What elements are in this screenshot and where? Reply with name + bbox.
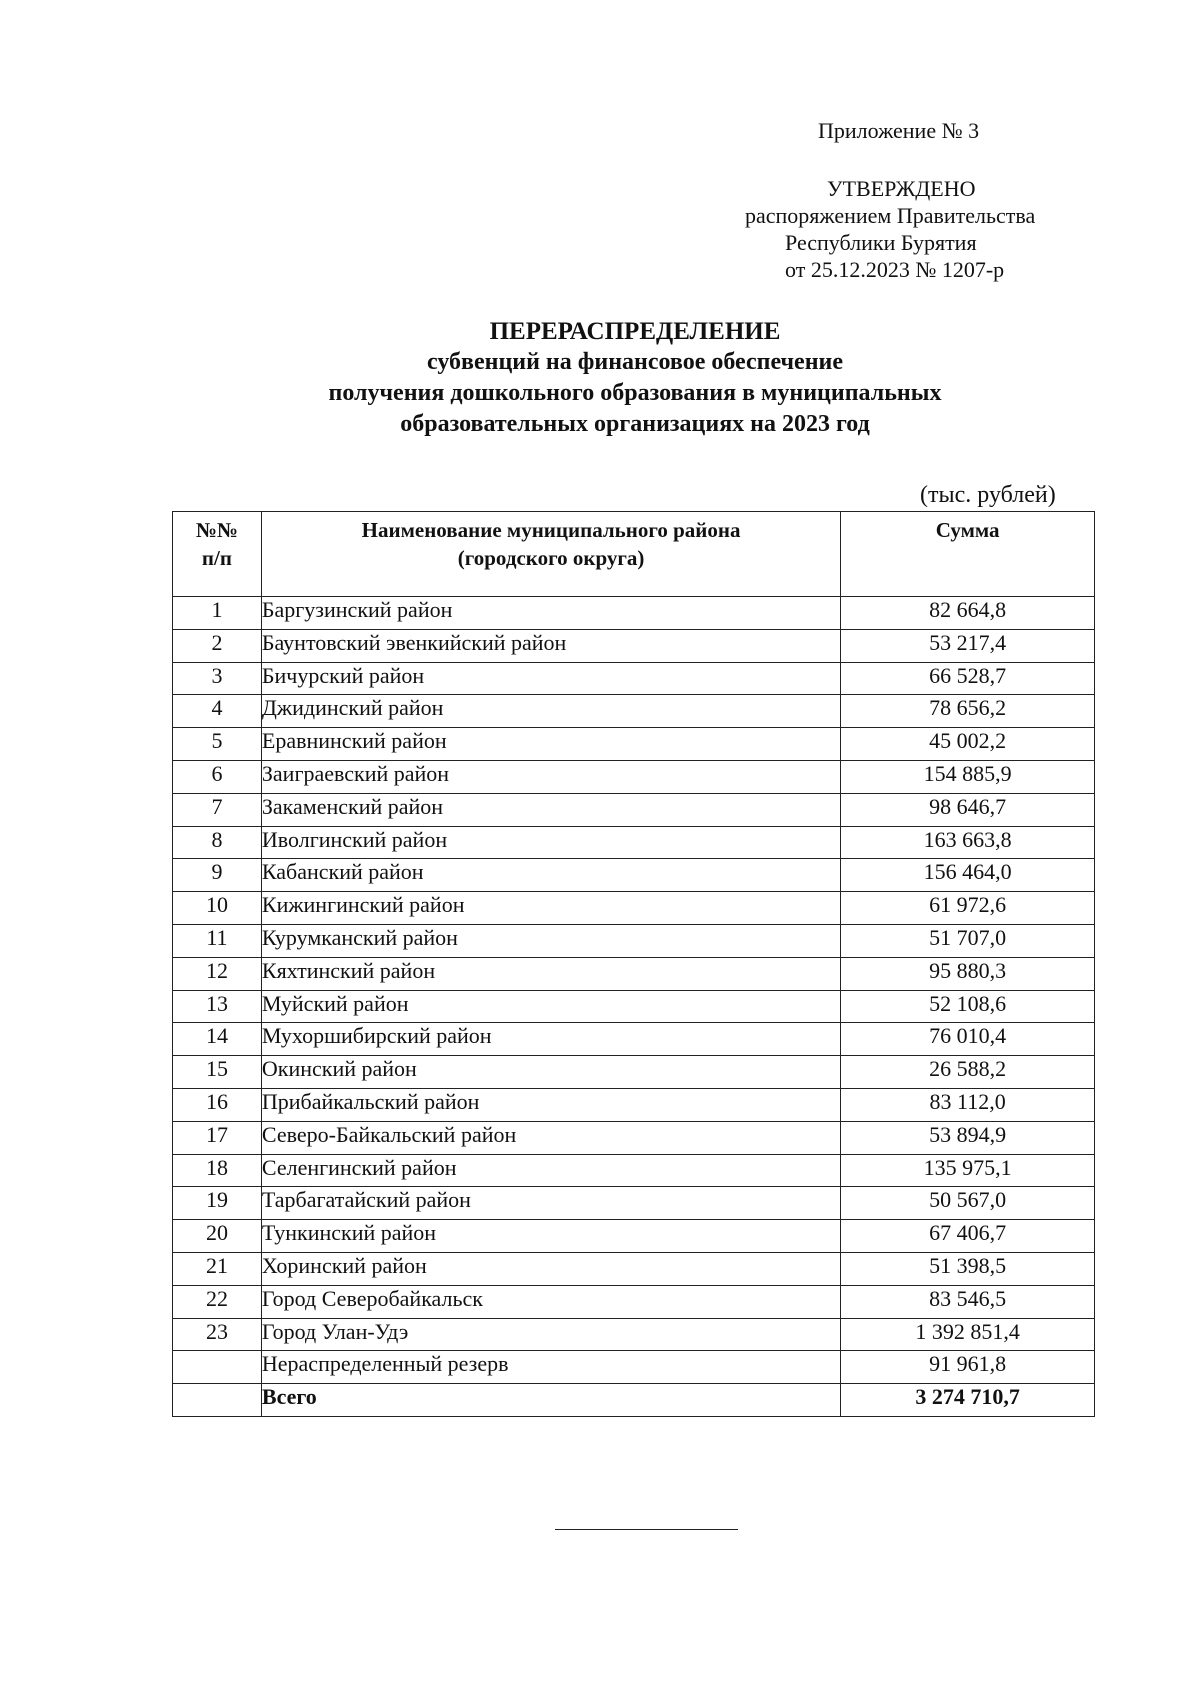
cell-num: 5	[173, 728, 262, 761]
header-sum: Сумма	[841, 512, 1095, 597]
cell-num: 14	[173, 1023, 262, 1056]
approved-date-line: от 25.12.2023 № 1207-р	[785, 257, 1005, 282]
cell-sum: 1 392 851,4	[841, 1318, 1095, 1351]
table-row	[173, 1252, 1095, 1285]
cell-name: Город Улан-Удэ	[261, 1318, 840, 1351]
table-row	[173, 990, 1095, 1023]
table-row	[173, 1318, 1095, 1351]
cell-num: 19	[173, 1187, 262, 1220]
cell-num: 18	[173, 1154, 262, 1187]
approved-by-line-2: Республики Бурятия	[785, 230, 977, 255]
cell-num: 16	[173, 1088, 262, 1121]
cell-num: 20	[173, 1220, 262, 1253]
cell-sum: 135 975,1	[841, 1154, 1095, 1187]
table-row	[173, 629, 1095, 662]
cell-name: Иволгинский район	[261, 826, 840, 859]
cell-sum: 78 656,2	[841, 695, 1095, 728]
cell-num: 9	[173, 859, 262, 892]
approved-by-line-1: распоряжением Правительства	[745, 203, 1036, 228]
header-num-line-2: п/п	[201, 546, 232, 570]
cell-sum: 156 464,0	[841, 859, 1095, 892]
header-name-line-2: (городского округа)	[457, 546, 645, 570]
cell-name: Закаменский район	[261, 793, 840, 826]
cell-name: Всего	[261, 1384, 840, 1417]
cell-name: Нераспределенный резерв	[261, 1351, 840, 1384]
cell-sum: 61 972,6	[841, 892, 1095, 925]
cell-name: Кижингинский район	[261, 892, 840, 925]
table-header-row	[173, 512, 1095, 597]
table-row	[173, 1154, 1095, 1187]
cell-sum: 26 588,2	[841, 1056, 1095, 1089]
cell-name: Заиграевский район	[261, 760, 840, 793]
table-row	[173, 695, 1095, 728]
header-num	[173, 512, 262, 597]
cell-num: 17	[173, 1121, 262, 1154]
cell-name: Кяхтинский район	[261, 957, 840, 990]
cell-sum: 53 217,4	[841, 629, 1095, 662]
cell-num	[173, 1384, 262, 1417]
cell-num: 21	[173, 1252, 262, 1285]
cell-name: Хоринский район	[261, 1252, 840, 1285]
cell-name: Курумканский район	[261, 924, 840, 957]
cell-name: Селенгинский район	[261, 1154, 840, 1187]
cell-sum: 82 664,8	[841, 597, 1095, 630]
cell-num: 11	[173, 924, 262, 957]
header-name	[261, 512, 840, 597]
cell-sum: 98 646,7	[841, 793, 1095, 826]
cell-sum: 83 546,5	[841, 1285, 1095, 1318]
header-name-line-1: Наименование муниципального района	[361, 518, 741, 542]
cell-name: Тарбагатайский район	[261, 1187, 840, 1220]
table-row	[173, 1187, 1095, 1220]
cell-num: 8	[173, 826, 262, 859]
cell-sum: 76 010,4	[841, 1023, 1095, 1056]
cell-name: Муйский район	[261, 990, 840, 1023]
table-row	[173, 728, 1095, 761]
table-row	[173, 760, 1095, 793]
table-row	[173, 892, 1095, 925]
title-line-3: получения дошкольного образования в муниципальных	[328, 380, 942, 406]
cell-num: 12	[173, 957, 262, 990]
cell-num: 13	[173, 990, 262, 1023]
title-main: ПЕРЕРАСПРЕДЕЛЕНИЕ	[489, 318, 781, 345]
annex-label: Приложение № 3	[818, 118, 980, 143]
cell-sum: 45 002,2	[841, 728, 1095, 761]
cell-num: 15	[173, 1056, 262, 1089]
cell-sum: 67 406,7	[841, 1220, 1095, 1253]
cell-sum: 95 880,3	[841, 957, 1095, 990]
document-title	[160, 316, 1110, 440]
table-row	[173, 859, 1095, 892]
cell-name: Северо-Байкальский район	[261, 1121, 840, 1154]
cell-name: Бичурский район	[261, 662, 840, 695]
cell-num: 10	[173, 892, 262, 925]
cell-sum: 66 528,7	[841, 662, 1095, 695]
cell-sum: 50 567,0	[841, 1187, 1095, 1220]
header-num-line-1: №№	[195, 518, 239, 542]
cell-num: 2	[173, 629, 262, 662]
table-row	[173, 793, 1095, 826]
table-row	[173, 924, 1095, 957]
cell-num: 22	[173, 1285, 262, 1318]
cell-name: Тункинский район	[261, 1220, 840, 1253]
table-row	[173, 826, 1095, 859]
subventions-table	[172, 511, 1095, 1417]
cell-sum: 53 894,9	[841, 1121, 1095, 1154]
table-row	[173, 662, 1095, 695]
cell-sum: 91 961,8	[841, 1351, 1095, 1384]
cell-num: 6	[173, 760, 262, 793]
table-row	[173, 597, 1095, 630]
cell-num: 7	[173, 793, 262, 826]
closing-rule-line	[555, 1529, 738, 1530]
cell-name: Прибайкальский район	[261, 1088, 840, 1121]
cell-sum: 154 885,9	[841, 760, 1095, 793]
table-row	[173, 1121, 1095, 1154]
cell-sum: 163 663,8	[841, 826, 1095, 859]
table-row	[173, 1088, 1095, 1121]
cell-name: Кабанский район	[261, 859, 840, 892]
cell-name: Мухоршибирский район	[261, 1023, 840, 1056]
table-row	[173, 957, 1095, 990]
cell-num	[173, 1351, 262, 1384]
cell-num: 23	[173, 1318, 262, 1351]
cell-num: 3	[173, 662, 262, 695]
cell-sum: 83 112,0	[841, 1088, 1095, 1121]
cell-name: Джидинский район	[261, 695, 840, 728]
cell-sum: 52 108,6	[841, 990, 1095, 1023]
table-row	[173, 1220, 1095, 1253]
units-label: (тыс. рублей)	[920, 482, 1056, 508]
cell-name: Окинский район	[261, 1056, 840, 1089]
table-body	[173, 597, 1095, 1417]
title-line-2: субвенций на финансовое обеспечение	[426, 349, 844, 375]
table-row	[173, 1023, 1095, 1056]
table-total-row	[173, 1384, 1095, 1417]
cell-name: Баргузинский район	[261, 597, 840, 630]
cell-num: 4	[173, 695, 262, 728]
table-row	[173, 1285, 1095, 1318]
table-row	[173, 1351, 1095, 1384]
table-row	[173, 1056, 1095, 1089]
title-line-4: образовательных организациях на 2023 год	[400, 411, 870, 437]
cell-num: 1	[173, 597, 262, 630]
cell-sum: 51 707,0	[841, 924, 1095, 957]
cell-name: Еравнинский район	[261, 728, 840, 761]
cell-sum: 3 274 710,7	[841, 1384, 1095, 1417]
approved-stamp-text: УТВЕРЖДЕНО	[827, 176, 976, 201]
cell-sum: 51 398,5	[841, 1252, 1095, 1285]
cell-name: Баунтовский эвенкийский район	[261, 629, 840, 662]
cell-name: Город Северобайкальск	[261, 1285, 840, 1318]
